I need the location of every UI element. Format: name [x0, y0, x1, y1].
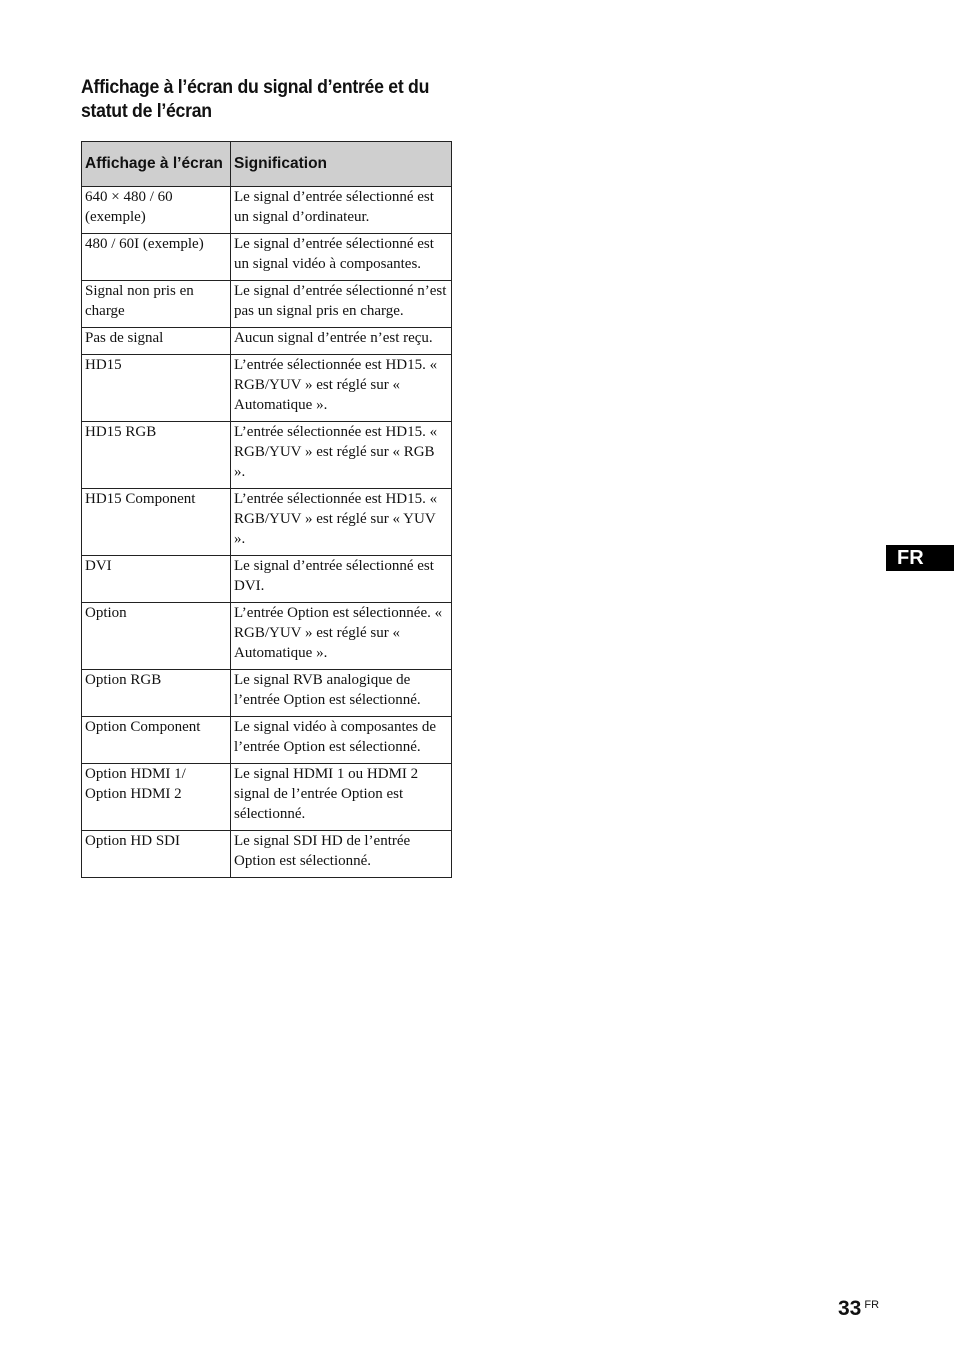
meaning-cell: L’entrée sélectionnée est HD15. « RGB/YUV » est réglé sur « YUV ». [231, 489, 452, 556]
display-cell: Option [82, 603, 231, 670]
display-cell: Option HDMI 1/ Option HDMI 2 [82, 764, 231, 831]
table-row [82, 764, 452, 831]
display-cell: 640 × 480 / 60 (exemple) [82, 187, 231, 234]
column-header-meaning: Signification [231, 142, 452, 187]
meaning-cell: Le signal vidéo à composantes de l’entrée Option est sélectionné. [231, 717, 452, 764]
table-row [82, 281, 452, 328]
table-row [82, 603, 452, 670]
table-row [82, 717, 452, 764]
display-cell: Option RGB [82, 670, 231, 717]
display-cell: Pas de signal [82, 328, 231, 355]
display-cell: Option Component [82, 717, 231, 764]
section-title: Affichage à l’écran du signal d’entrée et du statut de l’écran [81, 77, 430, 122]
display-cell: HD15 [82, 355, 231, 422]
table-row [82, 556, 452, 603]
page-number-suffix: FR [864, 1299, 880, 1311]
display-cell: Signal non pris en charge [82, 281, 231, 328]
table-row [82, 670, 452, 717]
table-row [82, 328, 452, 355]
meaning-cell: Le signal SDI HD de l’entrée Option est sélectionné. [231, 831, 452, 878]
meaning-cell: Le signal d’entrée sélectionné est un signal d’ordinateur. [231, 187, 452, 234]
page-number [838, 1296, 879, 1322]
meaning-cell: Le signal d’entrée sélectionné est DVI. [231, 556, 452, 603]
language-tab: FR [886, 545, 954, 571]
table-row [82, 187, 452, 234]
table-row [82, 234, 452, 281]
table-header-row [82, 142, 452, 187]
meaning-cell: Le signal RVB analogique de l’entrée Option est sélectionné. [231, 670, 452, 717]
table-row [82, 831, 452, 878]
meaning-cell: L’entrée sélectionnée est HD15. « RGB/YUV » est réglé sur « RGB ». [231, 422, 452, 489]
signal-table [81, 141, 452, 878]
display-cell: HD15 Component [82, 489, 231, 556]
meaning-cell: L’entrée Option est sélectionnée. « RGB/YUV » est réglé sur « Automatique ». [231, 603, 452, 670]
meaning-cell: Le signal HDMI 1 ou HDMI 2 signal de l’entrée Option est sélectionné. [231, 764, 452, 831]
meaning-cell: L’entrée sélectionnée est HD15. « RGB/YUV » est réglé sur « Automatique ». [231, 355, 452, 422]
meaning-cell: Le signal d’entrée sélectionné n’est pas un signal pris en charge. [231, 281, 452, 328]
display-cell: DVI [82, 556, 231, 603]
column-header-display: Affichage à l’écran [82, 142, 231, 187]
table-row [82, 489, 452, 556]
display-cell: HD15 RGB [82, 422, 231, 489]
table-row [82, 355, 452, 422]
page-number-value: 33 [838, 1297, 862, 1320]
meaning-cell: Le signal d’entrée sélectionné est un signal vidéo à composantes. [231, 234, 452, 281]
display-cell: Option HD SDI [82, 831, 231, 878]
meaning-cell: Aucun signal d’entrée n’est reçu. [231, 328, 452, 355]
display-cell: 480 / 60I (exemple) [82, 234, 231, 281]
table-row [82, 422, 452, 489]
